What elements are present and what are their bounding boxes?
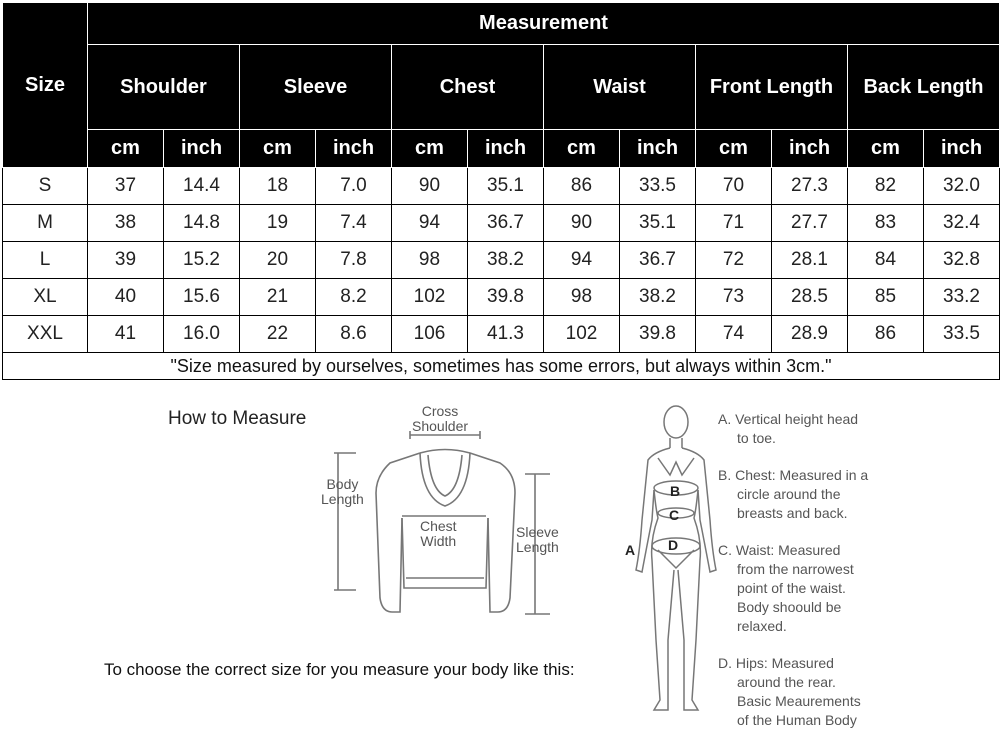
measurement-cell: 8.6: [316, 316, 392, 353]
garment-diagram: [310, 398, 570, 623]
measurement-cell: 35.1: [468, 168, 544, 205]
human-body-illustration: [610, 400, 720, 720]
legend-c-line: point of the waist.: [737, 580, 846, 596]
measurement-header: Measurement: [88, 3, 1000, 45]
size-cell: XL: [3, 279, 88, 316]
measurement-cell: 16.0: [164, 316, 240, 353]
measurement-cell: 7.0: [316, 168, 392, 205]
group-header-chest: Chest: [392, 45, 544, 130]
size-header: Size: [3, 3, 88, 168]
unit-cm-header: cm: [240, 130, 316, 168]
shoulder-label: Shoulder: [412, 418, 469, 434]
unit-inch-header: inch: [316, 130, 392, 168]
measurement-cell: 28.5: [772, 279, 848, 316]
measurement-cell: 27.3: [772, 168, 848, 205]
unit-inch-header: inch: [772, 130, 848, 168]
unit-inch-header: inch: [468, 130, 544, 168]
table-row: [3, 205, 1000, 242]
measurement-cell: 32.4: [924, 205, 1000, 242]
legend-c-line: relaxed.: [737, 618, 787, 634]
choose-size-instruction: To choose the correct size for you measure your body like this:: [104, 660, 575, 679]
measurement-cell: 20: [240, 242, 316, 279]
measurement-cell: 38.2: [468, 242, 544, 279]
measurement-cell: 94: [544, 242, 620, 279]
measurement-cell: 86: [544, 168, 620, 205]
measurement-cell: 21: [240, 279, 316, 316]
measurement-cell: 19: [240, 205, 316, 242]
measurement-cell: 39: [88, 242, 164, 279]
measurement-cell: 71: [696, 205, 772, 242]
measurement-legend: [718, 410, 993, 748]
measurement-cell: 38.2: [620, 279, 696, 316]
legend-b-line: circle around the: [737, 486, 841, 502]
legend-c-line: Body shoould be: [737, 599, 842, 615]
measurement-cell: 70: [696, 168, 772, 205]
size-cell: XXL: [3, 316, 88, 353]
measurement-cell: 84: [848, 242, 924, 279]
measurement-cell: 94: [392, 205, 468, 242]
measurement-cell: 102: [392, 279, 468, 316]
measurement-cell: 38: [88, 205, 164, 242]
legend-d-line: around the rear.: [737, 674, 836, 690]
measurement-cell: 41: [88, 316, 164, 353]
table-note: "Size measured by ourselves, sometimes has some errors, but always within 3cm.": [3, 353, 1000, 380]
measurement-cell: 18: [240, 168, 316, 205]
sleeve-label: Sleeve: [516, 524, 559, 540]
size-cell: L: [3, 242, 88, 279]
unit-cm-header: cm: [88, 130, 164, 168]
measurement-cell: 28.9: [772, 316, 848, 353]
how-to-measure-title: How to Measure: [168, 408, 307, 429]
measurement-cell: 28.1: [772, 242, 848, 279]
table-row: [3, 316, 1000, 353]
table-row: [3, 279, 1000, 316]
group-header-front-length: Front Length: [696, 45, 848, 130]
cross-label: Cross: [421, 403, 459, 419]
size-cell: S: [3, 168, 88, 205]
measurement-cell: 36.7: [620, 242, 696, 279]
measurement-cell: 85: [848, 279, 924, 316]
legend-b-line: B. Chest: Measured in a: [718, 467, 869, 483]
legend-a-line: to toe.: [737, 430, 776, 446]
measurement-cell: 32.0: [924, 168, 1000, 205]
size-cell: M: [3, 205, 88, 242]
letter-d: D: [668, 537, 679, 553]
letter-c: C: [669, 507, 680, 523]
legend-c-line: from the narrowest: [737, 561, 854, 577]
body-length-label: Length: [321, 491, 364, 507]
measurement-cell: 106: [392, 316, 468, 353]
measurement-cell: 82: [848, 168, 924, 205]
measurement-cell: 15.2: [164, 242, 240, 279]
letter-b: B: [670, 483, 681, 499]
measurement-cell: 14.4: [164, 168, 240, 205]
chest-width-label: Width: [420, 533, 457, 549]
legend-item-b: [718, 466, 993, 523]
measurement-cell: 41.3: [468, 316, 544, 353]
measurement-cell: 102: [544, 316, 620, 353]
measurement-cell: 73: [696, 279, 772, 316]
legend-item-a: [718, 410, 993, 448]
unit-inch-header: inch: [164, 130, 240, 168]
measurement-cell: 98: [392, 242, 468, 279]
measurement-cell: 98: [544, 279, 620, 316]
measurement-cell: 39.8: [468, 279, 544, 316]
unit-inch-header: inch: [620, 130, 696, 168]
unit-cm-header: cm: [544, 130, 620, 168]
measurement-cell: 90: [544, 205, 620, 242]
legend-item-d: [718, 654, 993, 730]
measurement-cell: 72: [696, 242, 772, 279]
measurement-cell: 14.8: [164, 205, 240, 242]
measurement-cell: 7.4: [316, 205, 392, 242]
legend-a-line: A. Vertical height head: [718, 411, 859, 427]
group-header-waist: Waist: [544, 45, 696, 130]
legend-item-c: [718, 541, 993, 636]
measurement-cell: 40: [88, 279, 164, 316]
legend-d-line: of the Human Body: [737, 712, 857, 728]
unit-inch-header: inch: [924, 130, 1000, 168]
measurement-cell: 90: [392, 168, 468, 205]
chest-label: Chest: [420, 518, 457, 534]
measurement-cell: 36.7: [468, 205, 544, 242]
group-header-shoulder: Shoulder: [88, 45, 240, 130]
unit-cm-header: cm: [848, 130, 924, 168]
measurement-cell: 22: [240, 316, 316, 353]
measurement-cell: 33.5: [620, 168, 696, 205]
letter-a: A: [625, 542, 636, 558]
measurement-cell: 7.8: [316, 242, 392, 279]
measurement-cell: 37: [88, 168, 164, 205]
table-row: [3, 168, 1000, 205]
measurement-cell: 33.2: [924, 279, 1000, 316]
legend-b-line: breasts and back.: [737, 505, 848, 521]
measurement-cell: 15.6: [164, 279, 240, 316]
measurement-cell: 32.8: [924, 242, 1000, 279]
table-row: [3, 242, 1000, 279]
size-chart-table: [2, 2, 1000, 380]
group-header-sleeve: Sleeve: [240, 45, 392, 130]
measurement-cell: 35.1: [620, 205, 696, 242]
body-figure: [610, 400, 720, 720]
legend-c-line: C. Waist: Measured: [718, 542, 841, 558]
size-table-body: [3, 168, 1000, 353]
legend-d-line: Basic Meaurements: [737, 693, 861, 709]
body-label: Body: [326, 476, 359, 492]
measurement-cell: 86: [848, 316, 924, 353]
measurement-cell: 33.5: [924, 316, 1000, 353]
measurement-cell: 8.2: [316, 279, 392, 316]
measurement-cell: 83: [848, 205, 924, 242]
legend-d-line: D. Hips: Measured: [718, 655, 834, 671]
group-header-back-length: Back Length: [848, 45, 1000, 130]
measurement-cell: 27.7: [772, 205, 848, 242]
sleeve-length-label: Length: [516, 539, 559, 555]
measurement-cell: 74: [696, 316, 772, 353]
unit-cm-header: cm: [392, 130, 468, 168]
measurement-cell: 39.8: [620, 316, 696, 353]
unit-cm-header: cm: [696, 130, 772, 168]
